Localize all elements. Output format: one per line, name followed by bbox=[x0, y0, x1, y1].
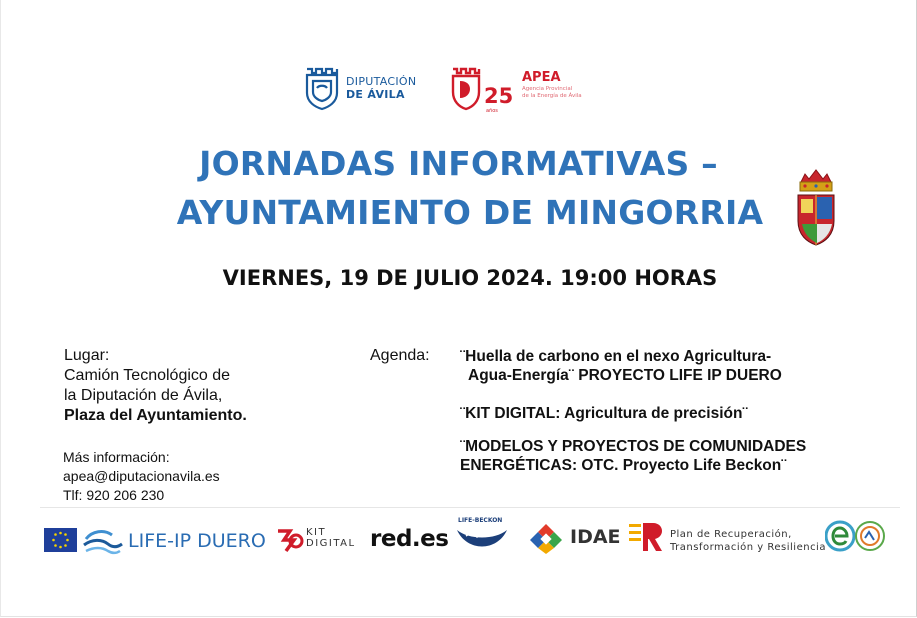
location-line1: Camión Tecnológico de bbox=[64, 367, 231, 384]
footer-divider bbox=[40, 507, 900, 508]
idae-icon bbox=[527, 522, 565, 554]
eu-flag-icon bbox=[44, 528, 77, 552]
kit-digital-icon bbox=[276, 527, 304, 553]
more-info-label: Más información: bbox=[63, 449, 170, 465]
contact-phone: Tlf: 920 206 230 bbox=[63, 487, 165, 503]
location-label: Lugar: bbox=[64, 347, 110, 364]
agenda-item-2: ¨KIT DIGITAL: Agricultura de precisión¨ bbox=[460, 405, 748, 422]
idae-text: IDAE bbox=[570, 526, 621, 548]
sustainability-seals-icon bbox=[825, 517, 887, 555]
agenda-item-1 bbox=[460, 347, 782, 385]
location-line3: Plaza del Ayuntamiento. bbox=[64, 407, 247, 424]
red-es-text: red.es bbox=[370, 526, 449, 552]
diputacion-name bbox=[346, 75, 416, 101]
life-beckon-arc-icon bbox=[454, 516, 510, 556]
agenda-item-3-line1: ¨MODELOS Y PROYECTOS DE COMUNIDADES bbox=[460, 438, 807, 455]
agenda-item-1-line2: Agua-Energía¨ PROYECTO LIFE IP DUERO bbox=[468, 367, 782, 384]
diputacion-line1: DIPUTACIÓN bbox=[346, 75, 417, 88]
plan-line1: Plan de Recuperación, bbox=[670, 529, 792, 540]
apea-subtitle bbox=[522, 86, 582, 100]
apea-sub-line2: de la Energía de Ávila bbox=[522, 93, 582, 99]
page-title-line2: AYUNTAMIENTO DE MINGORRIA bbox=[176, 193, 764, 232]
kit-line1: KIT bbox=[306, 527, 327, 538]
apea-years: 25 bbox=[484, 84, 514, 108]
kit-digital-text bbox=[306, 527, 356, 549]
plan-line2: Transformación y Resiliencia bbox=[670, 542, 826, 553]
location-block bbox=[64, 346, 247, 426]
diputacion-shield-icon bbox=[304, 66, 340, 112]
recovery-plan-r-icon bbox=[627, 520, 663, 554]
event-date-time: VIERNES, 19 DE JULIO 2024. 19:00 HORAS bbox=[222, 266, 718, 290]
life-beckon-logo bbox=[454, 516, 510, 556]
kit-line2: DIGITAL bbox=[306, 538, 356, 549]
apea-sub-line1: Agencia Provincial bbox=[522, 86, 573, 92]
agenda-item-3-line2: ENERGÉTICAS: OTC. Proyecto Life Beckon¨ bbox=[460, 457, 787, 474]
page-title-line1: JORNADAS INFORMATIVAS – bbox=[199, 144, 718, 183]
contact-email: apea@diputacionavila.es bbox=[63, 468, 220, 484]
agenda-label: Agenda: bbox=[370, 347, 430, 364]
mingorria-coat-of-arms-icon bbox=[793, 168, 839, 258]
life-beckon-text: LIFE-BECKON bbox=[458, 517, 503, 524]
recovery-plan-text bbox=[670, 528, 826, 554]
more-info-block bbox=[63, 448, 220, 505]
agenda-item-1-line1: ¨Huella de carbono en el nexo Agricultura- bbox=[460, 348, 772, 365]
location-line2: la Diputación de Ávila, bbox=[64, 387, 223, 404]
agenda-item-3 bbox=[460, 437, 806, 475]
life-ip-duero-text: LIFE-IP DUERO bbox=[128, 530, 266, 552]
apea-years-small: años bbox=[486, 108, 498, 114]
diputacion-line2: DE ÁVILA bbox=[346, 88, 405, 101]
apea-title: APEA bbox=[522, 70, 561, 85]
life-ip-duero-wave-icon bbox=[82, 525, 124, 557]
